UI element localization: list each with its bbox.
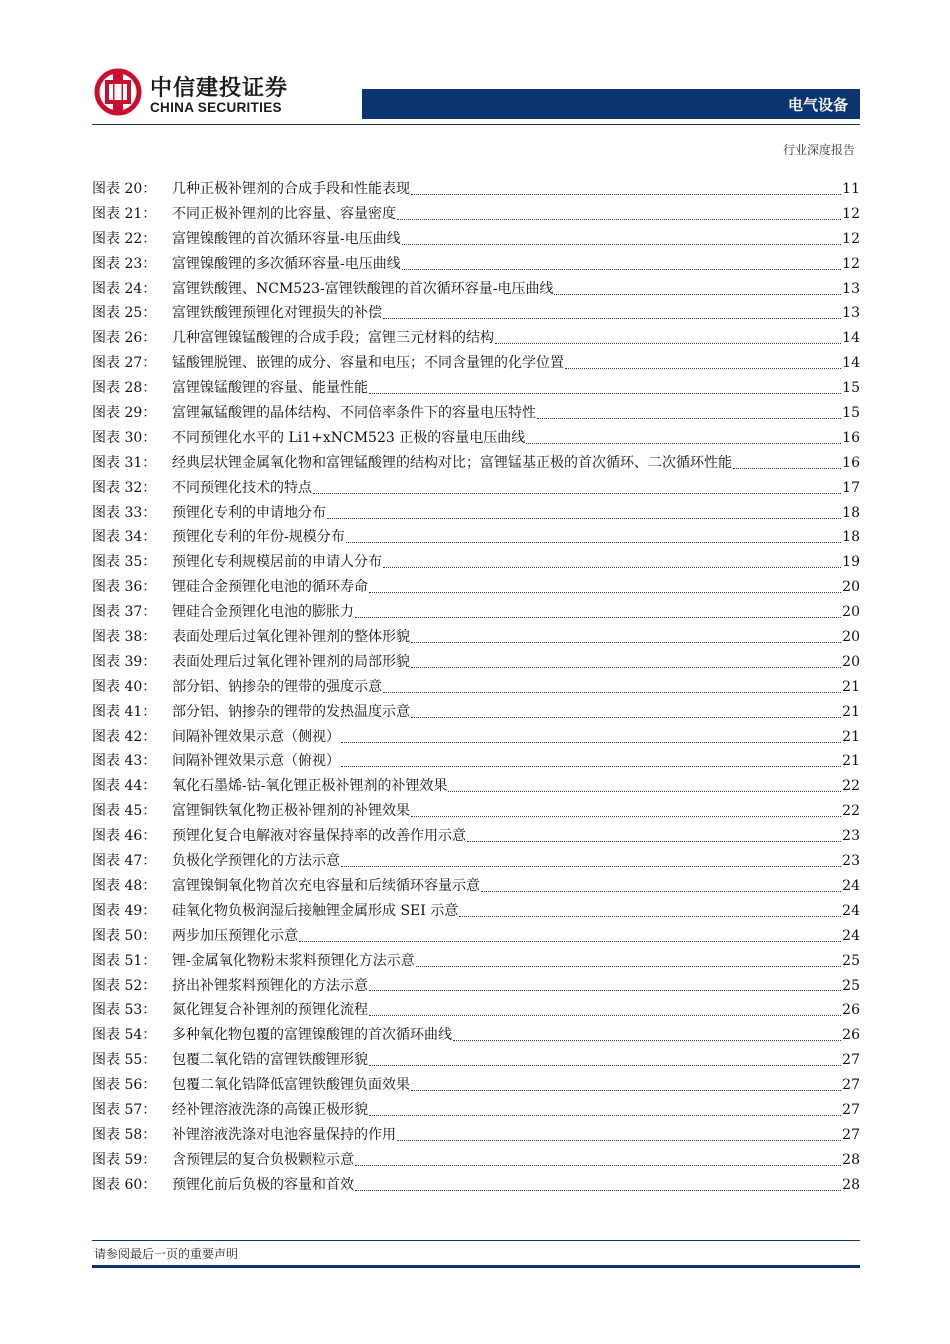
toc-figure-label: 图表 31： — [92, 454, 157, 471]
toc-page-number: 13 — [842, 280, 860, 297]
toc-page-number: 28 — [842, 1151, 860, 1168]
toc-figure-label: 图表 39： — [92, 653, 157, 670]
toc-dot-leader — [733, 468, 841, 469]
toc-figure-title: 氮化锂复合补锂剂的预锂化流程 — [172, 1002, 368, 1019]
toc-row[interactable] — [92, 924, 860, 949]
toc-dot-leader — [299, 941, 841, 942]
toc-row[interactable] — [92, 401, 860, 426]
toc-dot-leader — [411, 1090, 841, 1091]
toc-dot-leader — [402, 244, 841, 245]
toc-figure-label: 图表 30： — [92, 429, 157, 446]
toc-row[interactable] — [92, 1098, 860, 1123]
toc-figure-label: 图表 20： — [92, 181, 157, 197]
toc-page-number: 24 — [842, 877, 860, 894]
toc-figure-title: 富锂镍锰酸锂的容量、能量性能 — [172, 380, 368, 397]
toc-dot-leader — [495, 343, 841, 344]
toc-row[interactable] — [92, 625, 860, 650]
toc-page-number: 26 — [842, 1027, 860, 1044]
toc-page-number: 21 — [842, 678, 860, 695]
toc-dot-leader — [341, 766, 841, 767]
toc-row[interactable] — [92, 998, 860, 1023]
logo-english-name: CHINA SECURITIES — [150, 100, 282, 115]
toc-figure-title: 锂-金属氧化物粉末浆料预锂化方法示意 — [172, 952, 415, 969]
toc-figure-title: 锂硅合金预锂化电池的膨胀力 — [172, 604, 354, 621]
toc-row[interactable] — [92, 1023, 860, 1048]
toc-dot-leader — [355, 1190, 841, 1191]
toc-figure-title: 预锂化前后负极的容量和首效 — [172, 1176, 354, 1193]
toc-dot-leader — [526, 443, 841, 444]
toc-page-number: 26 — [842, 1002, 860, 1019]
toc-figure-title: 表面处理后过氧化锂补锂剂的局部形貌 — [172, 653, 410, 670]
toc-figure-label: 图表 60： — [92, 1176, 157, 1193]
toc-dot-leader — [397, 219, 841, 220]
toc-figure-label: 图表 43： — [92, 753, 157, 770]
toc-row[interactable] — [92, 550, 860, 575]
toc-dot-leader — [411, 816, 841, 817]
toc-row[interactable] — [92, 575, 860, 600]
toc-page-number: 16 — [842, 429, 860, 446]
toc-figure-title: 表面处理后过氧化锂补锂剂的整体形貌 — [172, 629, 410, 646]
toc-figure-label: 图表 45： — [92, 803, 157, 820]
toc-figure-label: 图表 25： — [92, 305, 157, 322]
toc-dot-leader — [467, 841, 841, 842]
toc-figure-label: 图表 42： — [92, 728, 157, 745]
toc-figure-label: 图表 58： — [92, 1126, 157, 1143]
toc-page-number: 14 — [842, 330, 860, 347]
toc-row[interactable] — [92, 277, 860, 302]
toc-page-number: 12 — [842, 205, 860, 222]
toc-figure-title: 预锂化专利的年份-规模分布 — [172, 529, 345, 546]
toc-figure-label: 图表 50： — [92, 927, 157, 944]
toc-page-number: 13 — [842, 305, 860, 322]
toc-figure-title: 富锂镍铜氧化物首次充电容量和后续循环容量示意 — [172, 877, 480, 894]
toc-figure-title: 不同预锂化水平的 Li1+xNCM523 正极的容量电压曲线 — [172, 429, 526, 446]
toc-page-number: 12 — [842, 230, 860, 247]
toc-dot-leader — [327, 518, 841, 519]
toc-figure-title: 间隔补锂效果示意（侧视） — [172, 728, 340, 745]
toc-figure-title: 富锂镍酸锂的首次循环容量-电压曲线 — [172, 230, 401, 247]
toc-dot-leader — [341, 742, 841, 743]
toc-dot-leader — [411, 642, 841, 643]
toc-figure-label: 图表 53： — [92, 1002, 157, 1019]
toc-figure-title: 富锂氟锰酸锂的晶体结构、不同倍率条件下的容量电压特性 — [172, 405, 536, 422]
toc-figure-title: 部分铝、钠掺杂的锂带的发热温度示意 — [172, 703, 410, 720]
toc-figure-title: 经补锂溶液洗涤的高镍正极形貌 — [172, 1101, 368, 1118]
toc-figure-label: 图表 59： — [92, 1151, 157, 1168]
header-divider — [92, 124, 860, 125]
toc-page-number: 19 — [842, 554, 860, 571]
toc-figure-label: 图表 52： — [92, 977, 157, 994]
toc-page-number: 27 — [842, 1077, 860, 1094]
toc-figure-title: 预锂化专利的申请地分布 — [172, 504, 326, 521]
toc-page-number: 23 — [842, 828, 860, 845]
toc-figure-title: 挤出补锂浆料预锂化的方法示意 — [172, 977, 368, 994]
toc-dot-leader — [481, 891, 841, 892]
sector-label: 电气设备 — [787, 95, 848, 114]
toc-row[interactable] — [92, 899, 860, 924]
toc-page-number: 14 — [842, 355, 860, 372]
toc-page-number: 21 — [842, 728, 860, 745]
toc-figure-label: 图表 36： — [92, 579, 157, 596]
toc-figure-title: 多种氧化物包覆的富锂镍酸锂的首次循环曲线 — [172, 1027, 452, 1044]
toc-figure-label: 图表 46： — [92, 828, 157, 845]
toc-dot-leader — [369, 1015, 841, 1016]
toc-figure-title: 补锂溶液洗涤对电池容量保持的作用 — [172, 1126, 396, 1143]
toc-page-number: 16 — [842, 454, 860, 471]
toc-row[interactable] — [92, 949, 860, 974]
toc-dot-leader — [554, 294, 841, 295]
toc-figure-label: 图表 56： — [92, 1077, 157, 1094]
toc-dot-leader — [383, 692, 841, 693]
toc-figure-label: 图表 28： — [92, 380, 157, 397]
toc-dot-leader — [448, 791, 841, 792]
toc-row[interactable] — [92, 351, 860, 376]
toc-row[interactable] — [92, 476, 860, 501]
toc-row[interactable] — [92, 525, 860, 550]
toc-row[interactable] — [92, 1148, 860, 1173]
company-logo — [94, 68, 314, 124]
toc-dot-leader — [565, 368, 841, 369]
toc-dot-leader — [453, 1040, 841, 1041]
toc-page-number: 25 — [842, 952, 860, 969]
toc-row[interactable] — [92, 177, 860, 202]
toc-row[interactable] — [92, 799, 860, 824]
toc-page-number: 17 — [842, 479, 860, 496]
toc-page-number: 22 — [842, 778, 860, 795]
toc-row[interactable] — [92, 202, 860, 227]
toc-figure-title: 不同预锂化技术的特点 — [172, 479, 312, 496]
toc-page-number: 12 — [842, 255, 860, 272]
toc-page-number: 23 — [842, 853, 860, 870]
toc-figure-label: 图表 44： — [92, 778, 157, 795]
citic-logo-icon — [94, 68, 142, 116]
toc-figure-title: 负极化学预锂化的方法示意 — [172, 853, 340, 870]
toc-figure-label: 图表 40： — [92, 678, 157, 695]
toc-row[interactable] — [92, 376, 860, 401]
logo-chinese-name: 中信建投证券 — [150, 76, 289, 101]
toc-figure-label: 图表 32： — [92, 479, 157, 496]
toc-figure-title: 锂硅合金预锂化电池的循环寿命 — [172, 579, 368, 596]
toc-page-number: 28 — [842, 1176, 860, 1193]
toc-figure-label: 图表 57： — [92, 1101, 157, 1118]
toc-figure-label: 图表 55： — [92, 1052, 157, 1069]
toc-dot-leader — [397, 1140, 841, 1141]
toc-figure-title: 氧化石墨烯-钴-氧化锂正极补锂剂的补锂效果 — [172, 778, 448, 795]
toc-row[interactable] — [92, 1173, 860, 1198]
footer-divider — [92, 1240, 860, 1241]
toc-figure-title: 经典层状锂金属氧化物和富锂锰酸锂的结构对比；富锂锰基正极的首次循环、二次循环性能 — [172, 454, 732, 471]
toc-figure-label: 图表 22： — [92, 230, 157, 247]
toc-dot-leader — [369, 1065, 841, 1066]
toc-dot-leader — [369, 1115, 841, 1116]
toc-dot-leader — [369, 393, 841, 394]
toc-dot-leader — [346, 542, 841, 543]
toc-figure-title: 包覆二氧化锆降低富锂铁酸锂负面效果 — [172, 1077, 410, 1094]
toc-dot-leader — [411, 194, 841, 195]
toc-figure-title: 硅氧化物负极润湿后接触锂金属形成 SEI 示意 — [172, 902, 459, 919]
toc-page-number: 27 — [842, 1126, 860, 1143]
toc-dot-leader — [355, 1165, 841, 1166]
toc-dot-leader — [313, 493, 841, 494]
toc-row[interactable] — [92, 974, 860, 999]
figure-list — [92, 177, 860, 1198]
toc-page-number: 24 — [842, 927, 860, 944]
toc-figure-title: 富锂铁酸锂预锂化对锂损失的补偿 — [172, 305, 382, 322]
toc-page-number: 24 — [842, 902, 860, 919]
toc-page-number: 20 — [842, 579, 860, 596]
toc-figure-title: 几种正极补锂剂的合成手段和性能表现 — [172, 181, 410, 197]
toc-row[interactable] — [92, 874, 860, 899]
toc-figure-title: 间隔补锂效果示意（俯视） — [172, 753, 340, 770]
toc-row[interactable] — [92, 774, 860, 799]
toc-row[interactable] — [92, 252, 860, 277]
footer-bottom-bar — [92, 1265, 860, 1268]
toc-figure-title: 几种富锂镍锰酸锂的合成手段；富锂三元材料的结构 — [172, 330, 494, 347]
toc-figure-label: 图表 29： — [92, 405, 157, 422]
toc-figure-label: 图表 33： — [92, 504, 157, 521]
toc-figure-label: 图表 54： — [92, 1027, 157, 1044]
toc-row[interactable] — [92, 650, 860, 675]
toc-row[interactable] — [92, 326, 860, 351]
toc-figure-title: 富锂铁酸锂、NCM523-富锂铁酸锂的首次循环容量-电压曲线 — [172, 280, 554, 297]
toc-figure-label: 图表 35： — [92, 554, 157, 571]
footer-disclaimer: 请参阅最后一页的重要声明 — [94, 1247, 239, 1261]
toc-row[interactable] — [92, 501, 860, 526]
toc-figure-label: 图表 38： — [92, 629, 157, 646]
toc-row[interactable] — [92, 824, 860, 849]
toc-row[interactable] — [92, 700, 860, 725]
toc-page-number: 11 — [842, 181, 860, 197]
toc-figure-label: 图表 41： — [92, 703, 157, 720]
toc-page-number: 20 — [842, 604, 860, 621]
toc-page-number: 21 — [842, 703, 860, 720]
toc-dot-leader — [369, 990, 841, 991]
toc-dot-leader — [411, 717, 841, 718]
toc-figure-label: 图表 34： — [92, 529, 157, 546]
toc-figure-label: 图表 26： — [92, 330, 157, 347]
toc-page-number: 20 — [842, 653, 860, 670]
toc-row[interactable] — [92, 426, 860, 451]
toc-row[interactable] — [92, 451, 860, 476]
toc-dot-leader — [355, 617, 841, 618]
toc-dot-leader — [459, 916, 841, 917]
toc-page-number: 15 — [842, 405, 860, 422]
toc-dot-leader — [383, 318, 841, 319]
toc-figure-title: 部分铝、钠掺杂的锂带的强度示意 — [172, 678, 382, 695]
toc-figure-title: 锰酸锂脱锂、嵌锂的成分、容量和电压；不同含量锂的化学位置 — [172, 355, 564, 372]
toc-figure-title: 两步加压预锂化示意 — [172, 927, 298, 944]
toc-figure-label: 图表 24： — [92, 280, 157, 297]
toc-figure-label: 图表 37： — [92, 604, 157, 621]
toc-figure-title: 预锂化复合电解液对容量保持率的改善作用示意 — [172, 828, 466, 845]
toc-dot-leader — [369, 592, 841, 593]
toc-row[interactable] — [92, 1073, 860, 1098]
toc-figure-title: 预锂化专利规模居前的申请人分布 — [172, 554, 382, 571]
toc-page-number: 15 — [842, 380, 860, 397]
toc-page-number: 20 — [842, 629, 860, 646]
toc-row[interactable] — [92, 227, 860, 252]
toc-figure-label: 图表 23： — [92, 255, 157, 272]
sector-banner — [362, 89, 860, 119]
toc-figure-label: 图表 51： — [92, 952, 157, 969]
toc-figure-title: 不同正极补锂剂的比容量、容量密度 — [172, 205, 396, 222]
toc-figure-title: 富锂铜铁氧化物正极补锂剂的补锂效果 — [172, 803, 410, 820]
toc-figure-title: 富锂镍酸锂的多次循环容量-电压曲线 — [172, 255, 401, 272]
toc-page-number: 18 — [842, 504, 860, 521]
toc-figure-title: 包覆二氧化锆的富锂铁酸锂形貌 — [172, 1052, 368, 1069]
report-type: 行业深度报告 — [782, 143, 855, 157]
toc-row[interactable] — [92, 600, 860, 625]
toc-dot-leader — [402, 269, 841, 270]
toc-row[interactable] — [92, 1048, 860, 1073]
toc-page-number: 27 — [842, 1052, 860, 1069]
toc-row[interactable] — [92, 1123, 860, 1148]
toc-figure-label: 图表 48： — [92, 877, 157, 894]
toc-dot-leader — [537, 418, 841, 419]
toc-dot-leader — [416, 966, 841, 967]
toc-figure-label: 图表 49： — [92, 902, 157, 919]
toc-row[interactable] — [92, 301, 860, 326]
toc-page-number: 27 — [842, 1101, 860, 1118]
toc-row[interactable] — [92, 849, 860, 874]
toc-dot-leader — [411, 667, 841, 668]
toc-page-number: 25 — [842, 977, 860, 994]
toc-page-number: 21 — [842, 753, 860, 770]
toc-figure-title: 含预锂层的复合负极颗粒示意 — [172, 1151, 354, 1168]
toc-row[interactable] — [92, 675, 860, 700]
toc-page-number: 18 — [842, 529, 860, 546]
toc-dot-leader — [341, 866, 841, 867]
toc-dot-leader — [383, 567, 841, 568]
toc-figure-label: 图表 47： — [92, 853, 157, 870]
toc-figure-label: 图表 21： — [92, 205, 157, 222]
toc-figure-label: 图表 27： — [92, 355, 157, 372]
toc-row[interactable] — [92, 725, 860, 750]
toc-row[interactable] — [92, 749, 860, 774]
toc-page-number: 22 — [842, 803, 860, 820]
